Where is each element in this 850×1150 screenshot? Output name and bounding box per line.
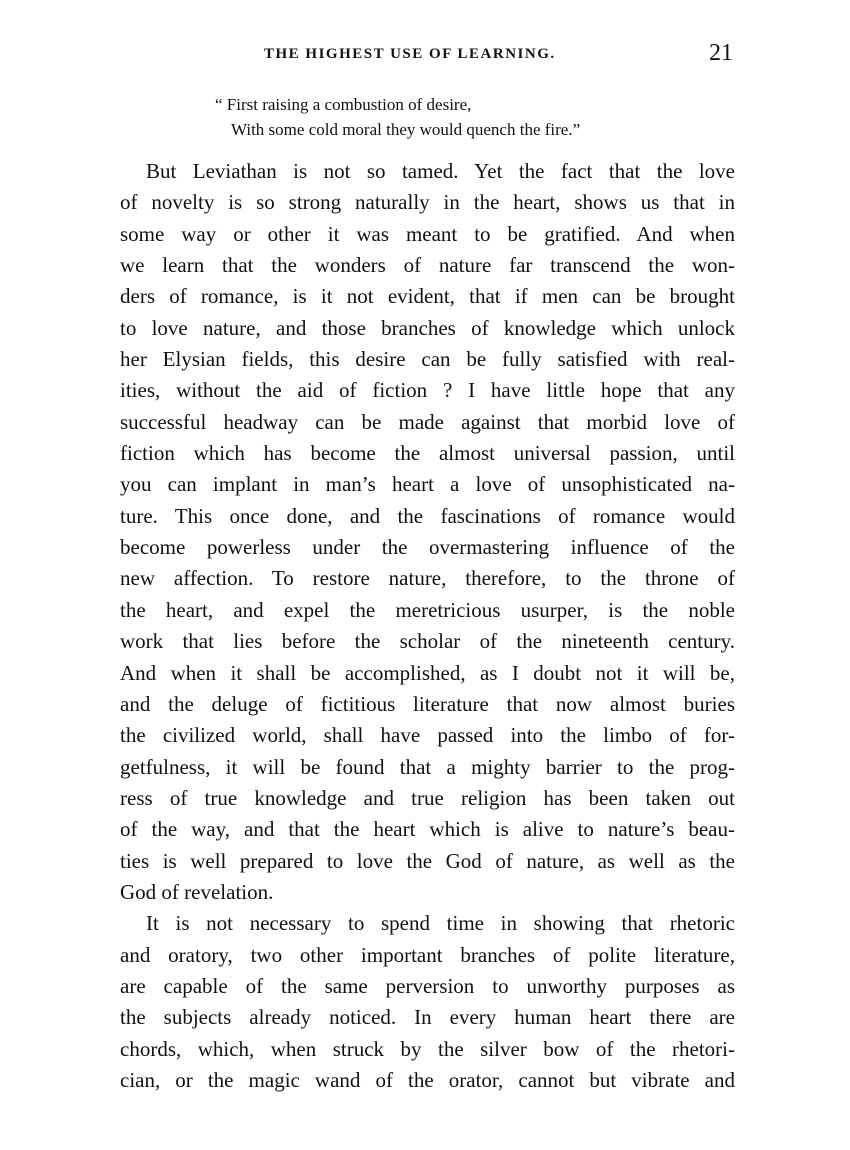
running-head — [120, 40, 735, 70]
text-line: It is not necessary to spend time in showing that rhetoric — [146, 911, 735, 936]
text-line: some way or other it was meant to be gratified. And when — [120, 221, 735, 246]
text-line: you can implant in man’s heart a love of unsophisticated na- — [120, 472, 735, 497]
text-line: the subjects already noticed. In every human heart there are — [120, 1005, 735, 1030]
text-line: chords, which, when struck by the silver bow of the rhetori- — [120, 1036, 735, 1061]
text-line: And when it shall be accomplished, as I doubt not it will be, — [120, 660, 735, 685]
paragraph-2 — [120, 908, 735, 1096]
text-line: ties is well prepared to love the God of nature, as well as the — [120, 848, 735, 873]
text-line: work that lies before the scholar of the nineteenth century. — [120, 629, 735, 654]
text-line: her Elysian fields, this desire can be fully satisfied with real- — [120, 347, 735, 372]
running-title: THE HIGHEST USE OF LEARNING. — [264, 46, 556, 62]
text-line: ress of true knowledge and true religion has been taken out — [120, 785, 735, 810]
epigraph-line: With some cold moral they would quench the fire.” — [231, 120, 581, 139]
text-line: of novelty is so strong naturally in the heart, shows us that in — [120, 190, 735, 215]
text-line: ities, without the aid of fiction ? I have little hope that any — [120, 378, 735, 403]
text-line: the civilized world, shall have passed into the limbo of for- — [120, 723, 735, 748]
text-line: are capable of the same perversion to unworthy purposes as — [120, 973, 735, 998]
epigraph-quote — [215, 92, 685, 142]
text-line: God of revelation. — [120, 879, 274, 904]
page-number: 21 — [709, 40, 733, 66]
text-line: successful headway can be made against that morbid love of — [120, 409, 735, 434]
text-line: the heart, and expel the meretricious usurper, is the noble — [120, 597, 735, 622]
text-line: fiction which has become the almost universal passion, until — [120, 441, 735, 466]
paragraph-1 — [120, 156, 735, 908]
body-text — [120, 156, 735, 1096]
text-line: become powerless under the overmastering influence of the — [120, 535, 735, 560]
text-line: new affection. To restore nature, therefore, to the throne of — [120, 566, 735, 591]
epigraph-line: “ First raising a combustion of desire, — [215, 95, 472, 114]
text-line: But Leviathan is not so tamed. Yet the fact that the love — [146, 159, 735, 183]
text-line: of the way, and that the heart which is alive to nature’s beau- — [120, 817, 735, 842]
text-line: cian, or the magic wand of the orator, cannot but vibrate and — [120, 1067, 735, 1092]
text-line: we learn that the wonders of nature far transcend the won- — [120, 253, 735, 278]
text-line: getfulness, it will be found that a mighty barrier to the prog- — [120, 754, 735, 779]
text-line: ders of romance, is it not evident, that if men can be brought — [120, 284, 735, 309]
text-line: ture. This once done, and the fascinations of romance would — [120, 503, 735, 528]
text-line: and oratory, two other important branches of polite literature, — [120, 942, 735, 967]
text-line: to love nature, and those branches of knowledge which unlock — [120, 315, 735, 340]
text-line: and the deluge of fictitious literature that now almost buries — [120, 691, 735, 716]
